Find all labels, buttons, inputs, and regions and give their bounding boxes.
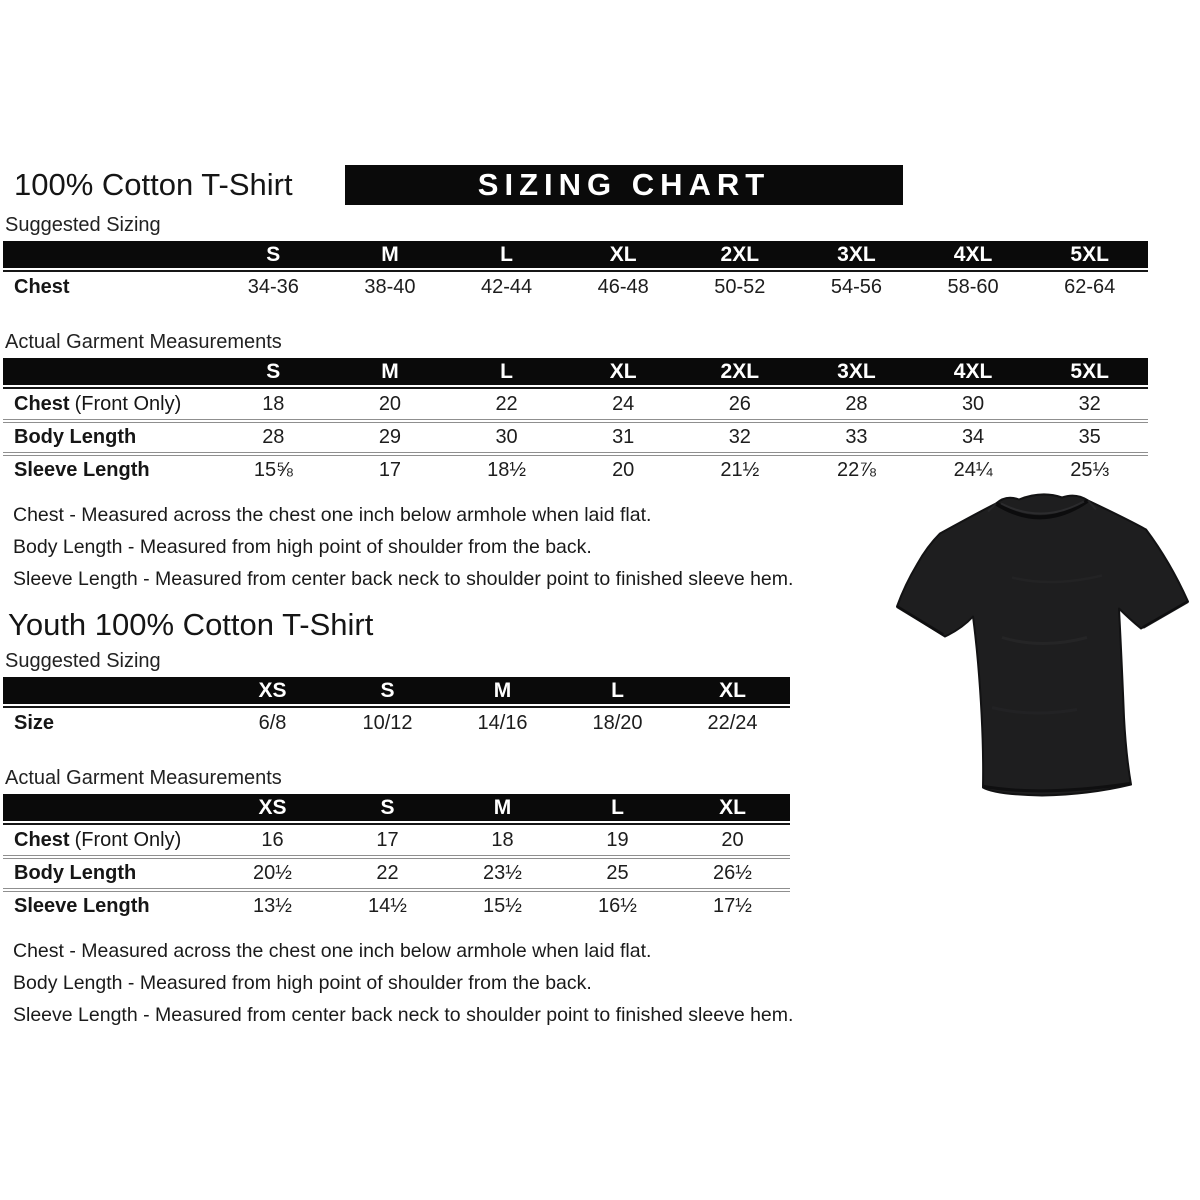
table-cell: 20 <box>378 393 402 415</box>
table-cell: 42-44 <box>480 276 533 298</box>
size-column-header: 5XL <box>1070 359 1109 383</box>
adult-suggested-sizing-table <box>3 241 1200 302</box>
table-cell: 25⅓ <box>1070 459 1110 481</box>
youth-actual-measurements-label: Actual Garment Measurements <box>5 767 282 789</box>
table-cell: 28 <box>845 393 868 415</box>
row-label: Sleeve Length <box>14 895 150 917</box>
table-row <box>3 419 1148 452</box>
table-cell: 22 <box>495 393 518 415</box>
size-column-header: S <box>380 678 395 702</box>
table-row <box>3 826 790 855</box>
table-cell: 28 <box>262 426 285 448</box>
table-cell: 21½ <box>720 459 760 481</box>
size-column-header: L <box>500 359 513 383</box>
table-cell: 62-64 <box>1064 276 1116 298</box>
table-cell: 14½ <box>368 895 407 917</box>
youth-actual-header-row <box>3 794 790 821</box>
youth-suggested-sizing-label: Suggested Sizing <box>5 650 161 672</box>
size-column-header: S <box>266 242 281 266</box>
size-column-header: 2XL <box>720 242 760 266</box>
row-label: Chest (Front Only) <box>14 829 182 851</box>
table-cell: 20½ <box>253 862 292 884</box>
adult-actual-header-row <box>3 358 1148 385</box>
size-column-header: S <box>380 795 395 819</box>
size-column-header: M <box>381 242 399 266</box>
table-cell: 22⅞ <box>836 459 876 481</box>
size-column-header: 5XL <box>1070 242 1109 266</box>
size-column-header: 4XL <box>953 242 993 266</box>
table-cell: 22 <box>376 862 399 884</box>
table-cell: 15½ <box>483 895 522 917</box>
table-cell: 20 <box>721 829 744 851</box>
black-tshirt-image <box>892 486 1192 804</box>
row-label: Chest <box>14 276 70 298</box>
size-column-header: 4XL <box>953 359 993 383</box>
table-cell: 26 <box>728 393 751 415</box>
table-cell: 24¼ <box>953 459 993 481</box>
table-cell: 10/12 <box>362 712 413 734</box>
sizing-chart-banner: SIZING CHART <box>345 165 903 205</box>
note-sleeve-length: Sleeve Length - Measured from center back neck to shoulder point to finished sleeve hem. <box>13 1004 794 1026</box>
row-label: Body Length <box>14 426 137 448</box>
table-cell: 25 <box>606 862 629 884</box>
table-cell: 24 <box>612 393 635 415</box>
table-cell: 34-36 <box>247 276 299 298</box>
table-row <box>3 709 790 738</box>
table-cell: 16 <box>261 829 284 851</box>
size-column-header: XL <box>609 359 637 383</box>
size-column-header: XS <box>258 795 287 819</box>
table-row <box>3 855 790 888</box>
table-cell: 46-48 <box>597 276 649 298</box>
adult-suggested-sizing-label: Suggested Sizing <box>5 214 161 236</box>
row-label: Chest (Front Only) <box>14 393 182 415</box>
size-column-header: 3XL <box>837 242 876 266</box>
size-column-header: 2XL <box>720 359 760 383</box>
table-cell: 31 <box>612 426 635 448</box>
note-chest: Chest - Measured across the chest one inch below armhole when laid flat. <box>13 504 652 526</box>
table-cell: 32 <box>1078 393 1101 415</box>
table-cell: 33 <box>845 426 868 448</box>
row-label: Size <box>14 712 55 734</box>
table-cell: 58-60 <box>947 276 999 298</box>
size-column-header: M <box>381 359 399 383</box>
size-column-header: S <box>266 359 281 383</box>
table-cell: 30 <box>495 426 518 448</box>
table-cell: 34 <box>961 426 985 448</box>
size-column-header: M <box>493 678 512 702</box>
table-cell: 38-40 <box>364 276 416 298</box>
table-cell: 16½ <box>598 895 637 917</box>
table-cell: 18/20 <box>592 712 643 734</box>
youth-section-title: Youth 100% Cotton T-Shirt <box>8 607 374 642</box>
table-row <box>3 273 1148 302</box>
size-column-header: L <box>611 795 624 819</box>
table-cell: 20 <box>612 459 635 481</box>
table-cell: 50-52 <box>714 276 766 298</box>
table-cell: 22/24 <box>707 712 758 734</box>
size-column-header: XL <box>719 795 746 819</box>
size-column-header: L <box>500 242 513 266</box>
table-cell: 29 <box>378 426 402 448</box>
adult-actual-measurements-label: Actual Garment Measurements <box>5 331 282 353</box>
table-cell: 17½ <box>713 895 752 917</box>
table-cell: 19 <box>606 829 629 851</box>
note-sleeve-length: Sleeve Length - Measured from center back neck to shoulder point to finished sleeve hem. <box>13 568 794 590</box>
row-label: Sleeve Length <box>14 459 150 481</box>
table-cell: 15⅝ <box>253 459 293 481</box>
size-column-header: 3XL <box>837 359 876 383</box>
note-body-length: Body Length - Measured from high point of shoulder from the back. <box>13 972 592 994</box>
table-row <box>3 390 1148 419</box>
table-cell: 54-56 <box>830 276 883 298</box>
youth-suggested-header-row <box>3 677 790 704</box>
table-cell: 6/8 <box>258 712 287 734</box>
youth-actual-measurements-table <box>3 794 1200 921</box>
note-chest: Chest - Measured across the chest one inch below armhole when laid flat. <box>13 940 652 962</box>
row-label: Body Length <box>14 862 137 884</box>
table-cell: 26½ <box>713 862 752 884</box>
table-cell: 18½ <box>487 459 527 481</box>
adult-suggested-header-row <box>3 241 1148 268</box>
page-title: 100% Cotton T-Shirt <box>14 167 293 202</box>
note-body-length: Body Length - Measured from high point of shoulder from the back. <box>13 536 592 558</box>
adult-actual-measurements-table <box>3 358 1200 485</box>
size-column-header: XS <box>258 678 287 702</box>
size-column-header: XL <box>719 678 746 702</box>
table-row <box>3 888 790 921</box>
size-column-header: M <box>493 795 512 819</box>
table-cell: 18 <box>262 393 285 415</box>
table-cell: 14/16 <box>477 712 528 734</box>
size-column-header: XL <box>609 242 637 266</box>
table-cell: 13½ <box>253 895 292 917</box>
table-cell: 30 <box>961 393 985 415</box>
table-cell: 35 <box>1078 426 1101 448</box>
table-cell: 32 <box>728 426 751 448</box>
size-column-header: L <box>611 678 624 702</box>
table-cell: 17 <box>376 829 399 851</box>
youth-measurement-notes <box>13 935 1200 1031</box>
table-row <box>3 452 1148 485</box>
table-cell: 18 <box>491 829 514 851</box>
page-header <box>14 163 1200 207</box>
table-cell: 23½ <box>483 862 522 884</box>
table-cell: 17 <box>378 459 402 481</box>
